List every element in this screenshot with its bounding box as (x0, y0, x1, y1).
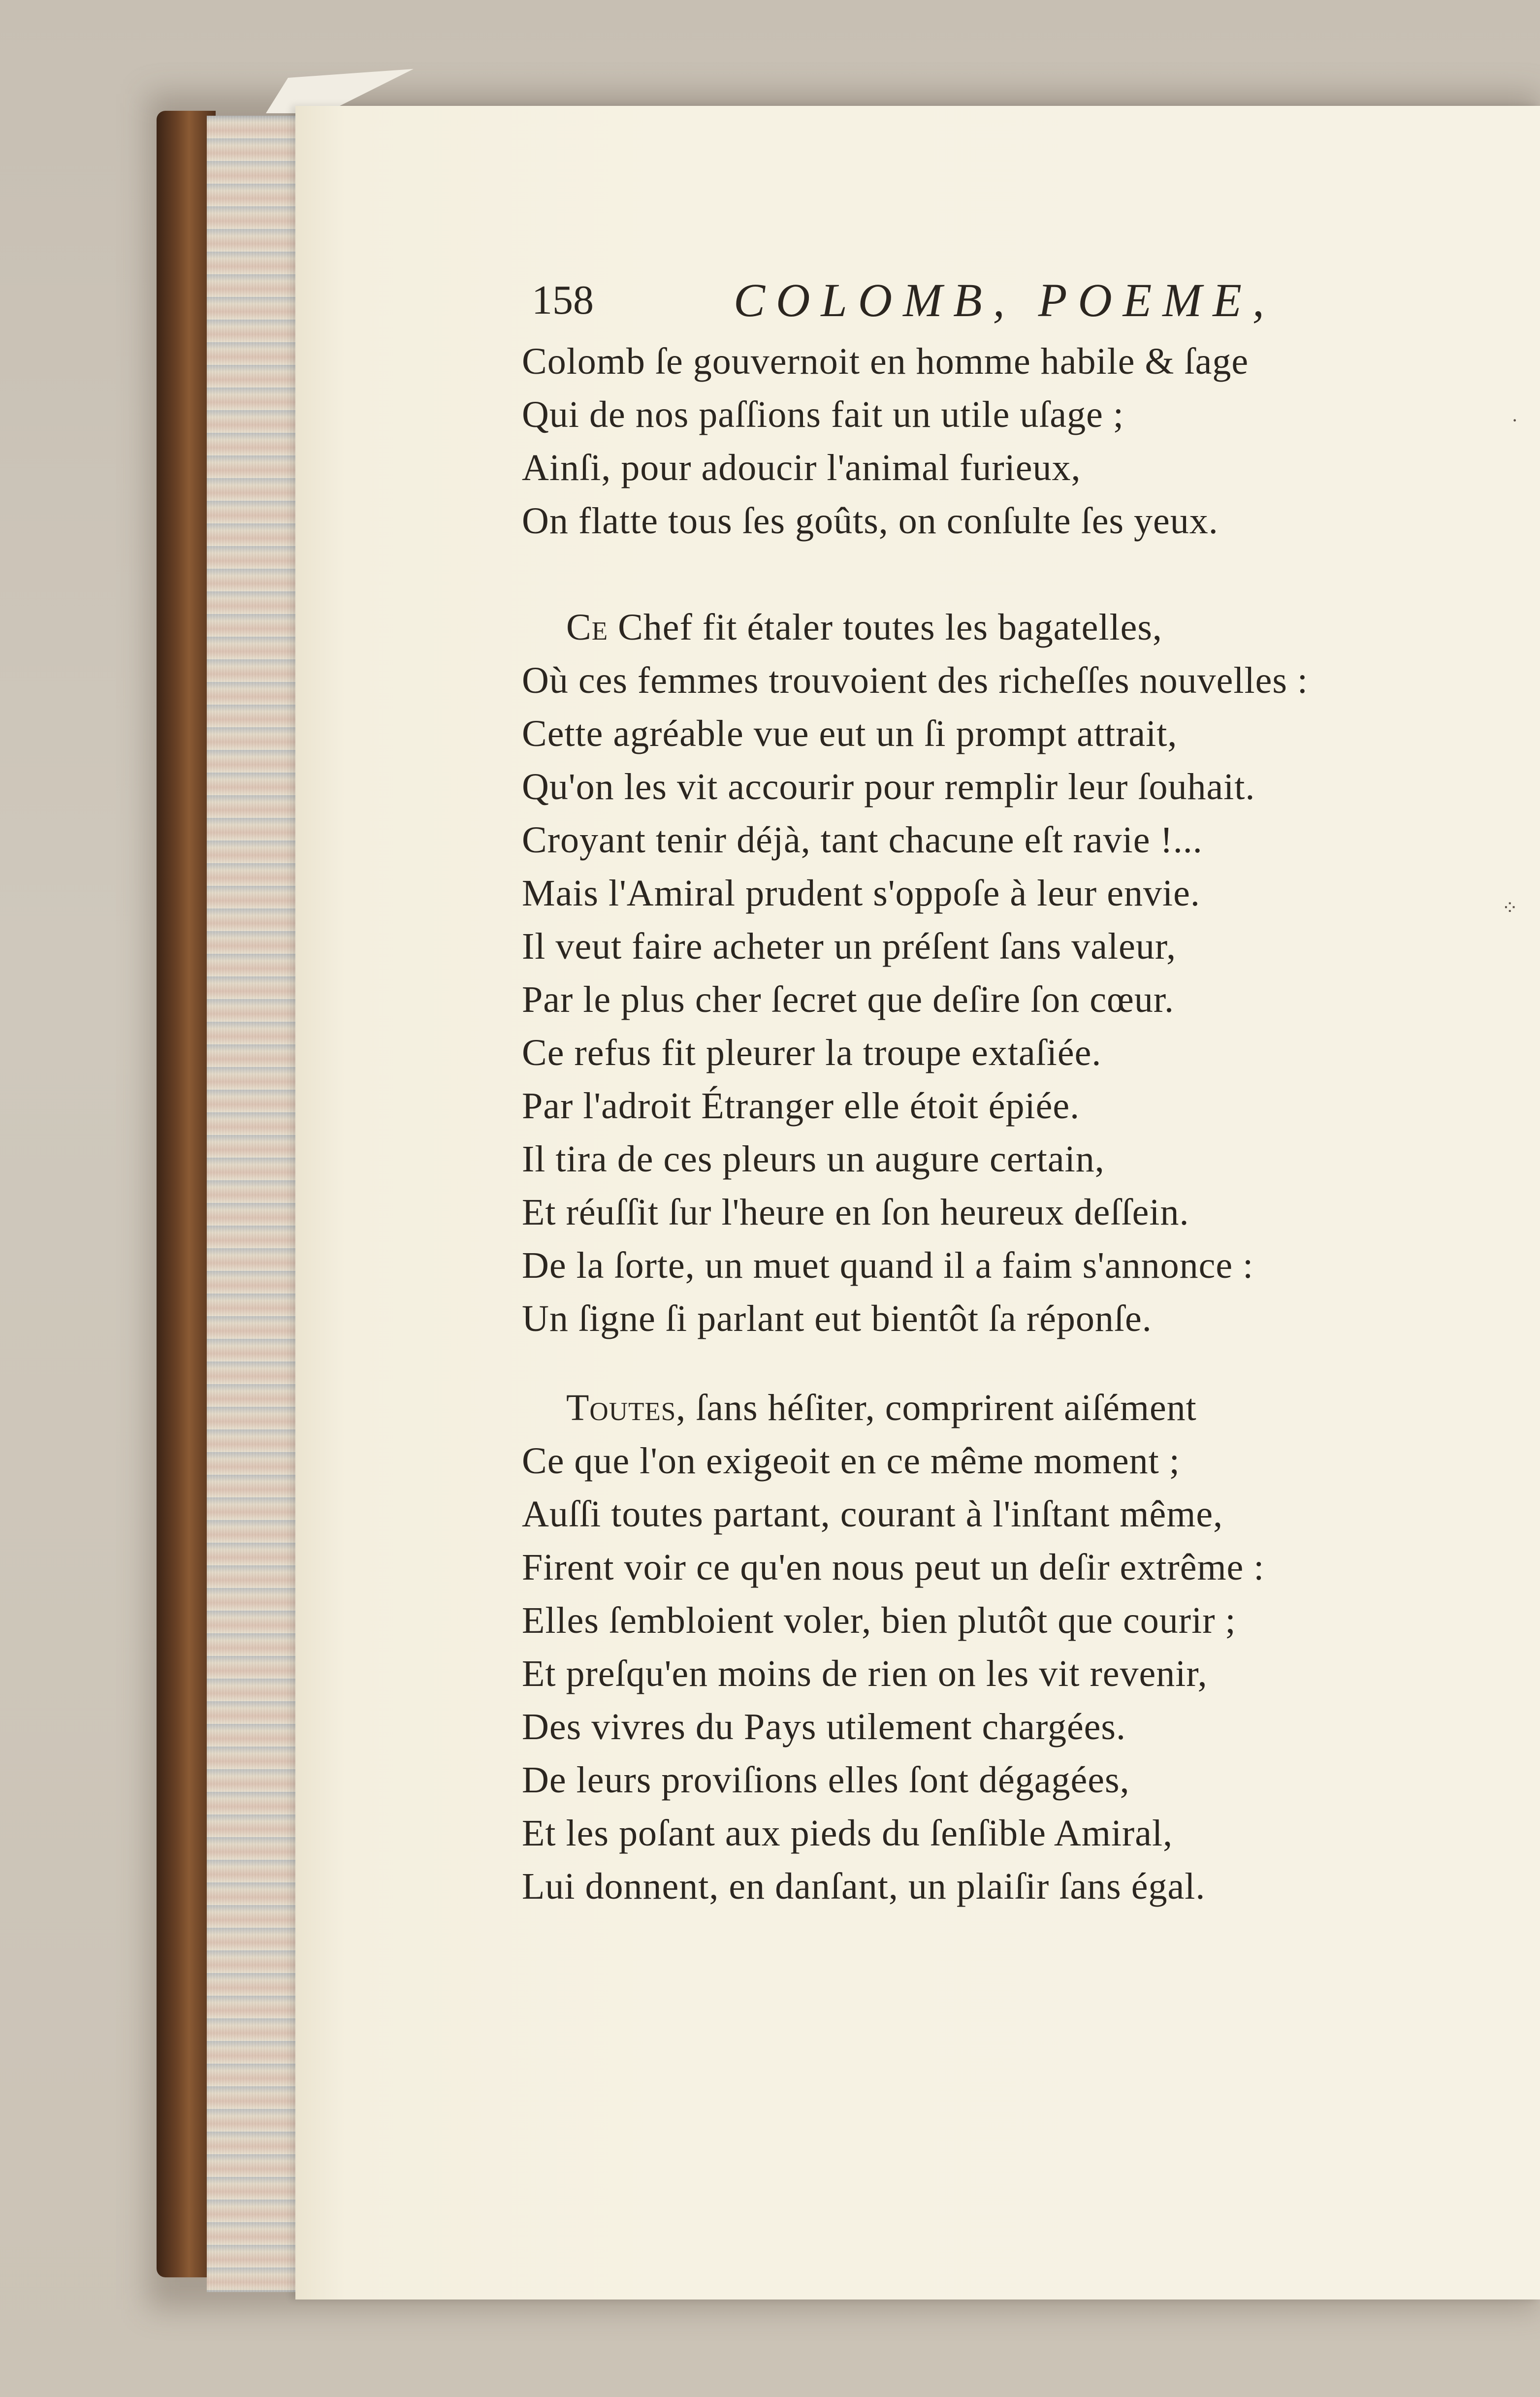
marbled-page-edges (207, 116, 310, 2292)
page-header (532, 273, 1369, 332)
verse-line: Et preſqu'en moins de rien on les vit revenir, (522, 1653, 1208, 1694)
verse-line: Mais l'Amiral prudent s'oppoſe à leur envie. (522, 873, 1200, 914)
verse-line: Par l'adroit Étranger elle étoit épiée. (522, 1085, 1080, 1127)
verse-line: Ce que l'on exigeoit en ce même moment ; (522, 1440, 1180, 1482)
verse-line: Croyant tenir déjà, tant chacune eſt ravie !... (522, 819, 1203, 861)
stanza-3 (522, 1381, 1264, 1913)
verse-line-rest: , ſans héſiter, comprirent aiſément (676, 1387, 1197, 1428)
stanza-1 (522, 335, 1249, 548)
verse-line: Auſſi toutes partant, courant à l'inſtant même, (522, 1493, 1223, 1535)
verse-line: De leurs proviſions elles ſont dégagées, (522, 1759, 1130, 1801)
verse-line: Elles ſembloient voler, bien plutôt que courir ; (522, 1600, 1236, 1641)
verse-line: Lui donnent, en danſant, un plaiſir ſans égal. (522, 1866, 1206, 1907)
verse-line: Où ces femmes trouvoient des richeſſes nouvelles : (522, 660, 1309, 701)
page-number: 158 (532, 277, 594, 323)
verse-line-first (522, 601, 1308, 654)
verse-line: Firent voir ce qu'en nous peut un deſir extrême : (522, 1547, 1265, 1588)
running-title: COLOMB, POEME, (734, 274, 1275, 326)
stanza-first-word: Toutes (566, 1387, 676, 1428)
verse-line: Il tira de ces pleurs un augure certain, (522, 1138, 1105, 1180)
verse-line: Par le plus cher ſecret que deſire ſon cœur. (522, 979, 1174, 1020)
stanza-first-word: Ce (566, 607, 609, 648)
verse-line: Un ſigne ſi parlant eut bientôt ſa réponſe. (522, 1298, 1152, 1339)
verse-line: Colomb ſe gouvernoit en homme habile & ſage (522, 341, 1249, 382)
verse-line: Des vivres du Pays utilement chargées. (522, 1706, 1126, 1748)
paper-speck: ⁘ (1502, 897, 1518, 919)
verse-line: Qui de nos paſſions fait un utile uſage ; (522, 394, 1124, 435)
verse-line: Il veut faire acheter un préſent ſans valeur, (522, 926, 1177, 967)
paper-speck: · (1511, 409, 1518, 431)
verse-line: Et les poſant aux pieds du ſenſible Amiral, (522, 1813, 1173, 1854)
verse-line-first (522, 1381, 1264, 1434)
verse-line: On flatte tous ſes goûts, on conſulte ſes yeux. (522, 500, 1219, 542)
verse-line: Cette agréable vue eut un ſi prompt attrait, (522, 713, 1178, 754)
verse-line: Et réuſſit ſur l'heure en ſon heureux deſſein. (522, 1192, 1189, 1233)
stanza-2 (522, 601, 1308, 1345)
verse-line: De la ſorte, un muet quand il a faim s'annonce : (522, 1245, 1254, 1286)
verse-line: Ainſi, pour adoucir l'animal furieux, (522, 447, 1081, 488)
verse-line: Qu'on les vit accourir pour remplir leur ſouhait. (522, 766, 1255, 808)
verse-line: Ce refus fit pleurer la troupe extaſiée. (522, 1032, 1102, 1073)
verse-line-rest: Chef fit étaler toutes les bagatelles, (608, 607, 1162, 648)
